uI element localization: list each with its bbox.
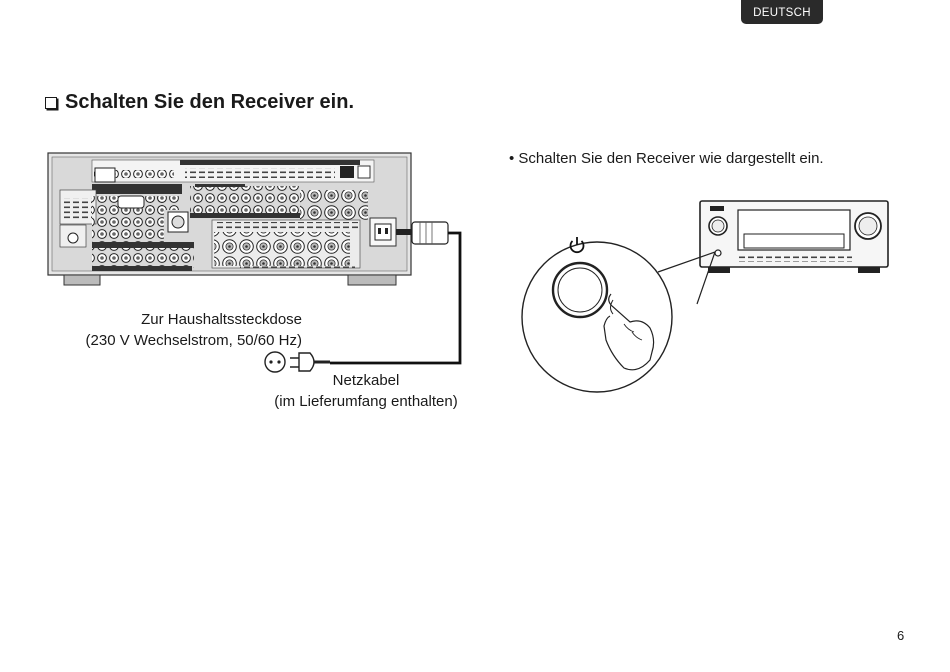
outlet-caption-line1: Zur Haushaltssteckdose: [141, 311, 302, 328]
receiver-front: [700, 201, 888, 273]
section-title-text: Schalten Sie den Receiver ein.: [65, 90, 355, 113]
instruction-text: • Schalten Sie den Receiver wie dargestellt ein.: [509, 150, 824, 167]
page-number: 6: [897, 628, 905, 643]
outlet-caption-line2: (230 V Wechselstrom, 50/60 Hz): [85, 332, 302, 349]
plug-icon: [290, 353, 330, 371]
cable-caption-line1: Netzkabel: [332, 372, 400, 389]
cable-caption-line2: (im Lieferumfang enthalten): [274, 393, 458, 410]
language-tab[interactable]: DEUTSCH: [741, 0, 823, 24]
outlet-icon: [265, 352, 285, 372]
receiver-rear-panel: [48, 153, 411, 285]
